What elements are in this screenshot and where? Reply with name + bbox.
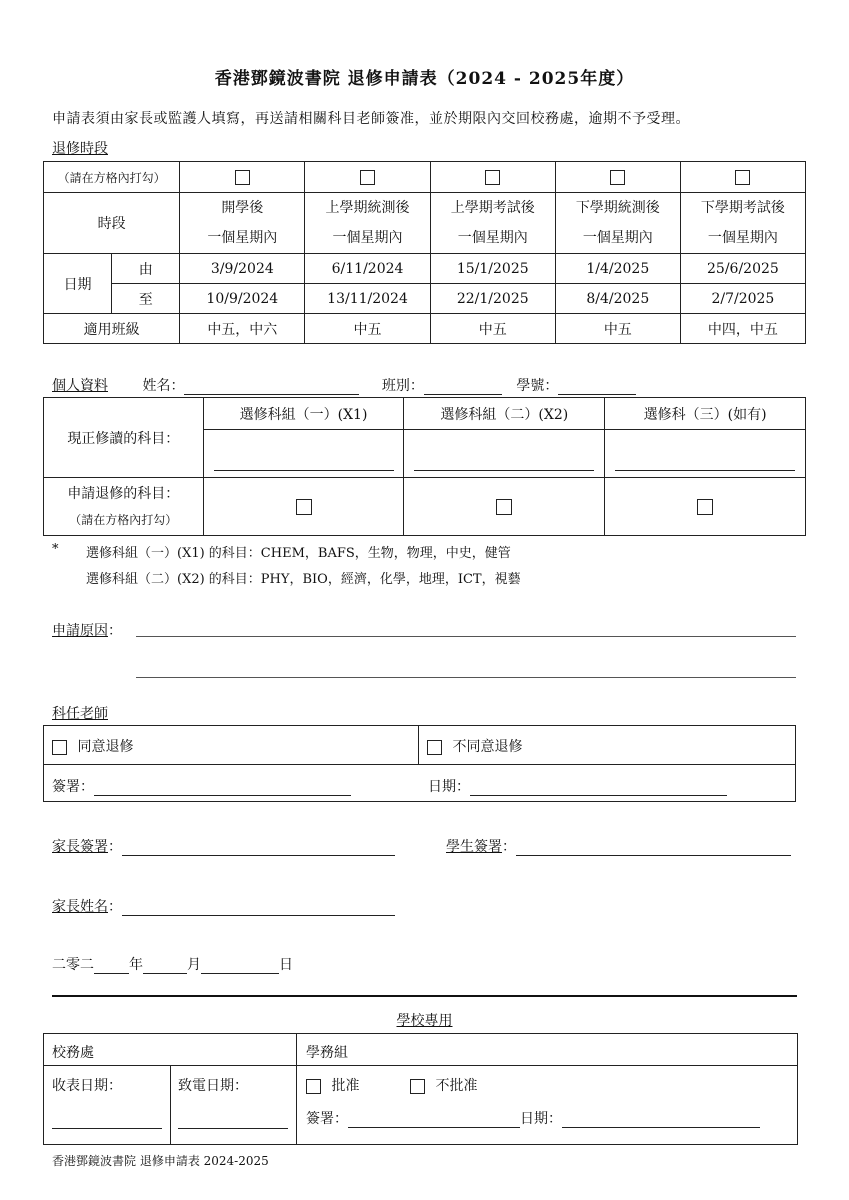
student-no-field[interactable] [558,380,636,395]
period-name: 上學期考試後 [450,200,535,216]
teacher-box-vdivider [418,725,419,765]
parent-name-colon: ： [108,899,122,915]
period-duration: 一個星期內 [207,230,278,246]
personal-info-row [52,375,636,395]
school-use-heading: 學校專用 [396,1013,453,1029]
applicable-classes: 中五 [430,314,555,344]
name-label: 姓名： [142,378,185,394]
parent-sign-colon: ： [108,839,122,855]
teacher-date-row [428,776,727,796]
withdraw-x1-checkbox[interactable] [296,499,312,515]
period-checkbox-2[interactable] [360,170,375,185]
school-use-hdivider [43,1065,797,1066]
approval-date-field[interactable] [562,1113,760,1128]
reason-row [52,620,122,640]
form-instructions: 申請表須由家長或監護人填寫，再送請相關科目老師簽准，並於期限內交回校務處，逾期不予受理。 [52,111,690,127]
parent-sign-row [52,836,395,856]
student-sign-field[interactable] [516,841,791,856]
approve-option[interactable] [306,1075,359,1095]
student-no-label: 學號： [516,378,559,394]
approval-sign-label: 簽署： [306,1111,348,1127]
date-label: 日期 [44,254,112,314]
from-date: 6/11/2024 [305,254,430,284]
from-date: 15/1/2025 [430,254,555,284]
call-date-field[interactable] [178,1128,288,1129]
student-sign-colon: ： [502,839,516,855]
col-x1-header: 選修科組（一）(X1) [203,398,404,430]
footer: 香港鄧鏡波書院 退修申請表 2024-2025 [52,1154,269,1168]
period-duration: 一個星期內 [707,230,778,246]
reject-option[interactable] [410,1075,477,1095]
to-date: 2/7/2025 [680,284,805,314]
parent-name-field[interactable] [122,901,395,916]
col-x3-header: 選修科（三）(如有) [605,398,806,430]
subjects-table [43,397,806,536]
received-date-label: 收表日期： [52,1078,122,1094]
approval-sign-field[interactable] [348,1113,520,1128]
reject-label: 不批准 [435,1078,478,1094]
to-date: 8/4/2025 [555,284,680,314]
period-label: 時段 [44,193,180,254]
approval-date-label: 日期： [520,1111,562,1127]
approve-checkbox[interactable] [306,1079,321,1094]
school-use-vdivider [296,1033,297,1144]
current-x2-field[interactable] [414,460,594,471]
office-label: 校務處 [52,1045,94,1061]
period-name: 下學期統測後 [575,200,660,216]
agree-checkbox[interactable] [52,740,67,755]
month-label: 月 [187,957,201,973]
applicable-classes: 中四，中五 [680,314,805,344]
current-x3-field[interactable] [615,460,795,471]
period-table [43,161,806,344]
academic-label: 學務組 [306,1045,348,1061]
disagree-checkbox[interactable] [427,740,442,755]
approve-label: 批准 [331,1078,360,1094]
year-label: 年 [129,957,143,973]
from-date: 1/4/2025 [555,254,680,284]
period-name: 下學期考試後 [700,200,785,216]
agree-option[interactable] [52,736,133,756]
day-field[interactable] [201,959,279,974]
note-line-2: 選修科組（二）(X2) 的科目：PHY，BIO，經濟，化學，地理，ICT，視藝 [86,572,521,587]
period-duration: 一個星期內 [332,230,403,246]
applicable-classes: 中五，中六 [180,314,305,344]
teacher-sign-row [52,776,351,796]
day-label: 日 [279,957,293,973]
parent-name-label: 家長姓名 [52,899,108,915]
form-title: 香港鄧鏡波書院 退修申請表（2024 - 2025年度） [214,69,635,89]
reason-colon: ： [108,623,122,639]
from-date: 3/9/2024 [180,254,305,284]
withdraw-tick-hint: （請在方格內打勾） [69,512,178,527]
date-prefix: 二零二 [52,957,94,973]
reason-line-2[interactable] [136,677,796,678]
parent-sign-field[interactable] [122,841,395,856]
student-sign-row [446,836,791,856]
from-label: 由 [112,254,180,284]
tick-hint: （請在方格內打勾） [44,162,180,193]
period-duration: 一個星期內 [582,230,653,246]
call-date-label: 致電日期： [178,1078,248,1094]
withdraw-x3-checkbox[interactable] [697,499,713,515]
period-name: 上學期統測後 [325,200,410,216]
period-checkbox-5[interactable] [735,170,750,185]
withdraw-subjects-label: 申請退修的科目： [67,485,180,502]
name-field[interactable] [184,380,359,395]
period-checkbox-1[interactable] [235,170,250,185]
to-date: 13/11/2024 [305,284,430,314]
separator [52,995,797,997]
current-subjects-label: 現正修讀的科目： [44,398,204,478]
from-date: 25/6/2025 [680,254,805,284]
teacher-heading: 科任老師 [52,706,108,722]
to-label: 至 [112,284,180,314]
disagree-option[interactable] [427,736,522,756]
class-field[interactable] [424,380,502,395]
col-x2-header: 選修科組（二）(X2) [404,398,605,430]
applicable-classes: 中五 [305,314,430,344]
applicable-classes: 中五 [555,314,680,344]
to-date: 22/1/2025 [430,284,555,314]
teacher-sign-field[interactable] [94,781,351,796]
teacher-sign-label: 簽署： [52,779,94,795]
reason-line-1[interactable] [136,636,796,637]
date-row [52,954,293,974]
reason-label: 申請原因 [52,623,108,639]
month-field[interactable] [143,959,187,974]
received-date-field[interactable] [52,1128,162,1129]
note-line-1: 選修科組（一）(X1) 的科目：CHEM，BAFS，生物，物理，中史，健管 [86,546,511,561]
withdraw-x2-checkbox[interactable] [496,499,512,515]
period-checkbox-4[interactable] [610,170,625,185]
disagree-label: 不同意退修 [452,739,523,755]
personal-heading: 個人資料 [52,378,108,394]
teacher-date-label: 日期： [428,779,470,795]
period-checkbox-3[interactable] [485,170,500,185]
school-use-vdivider-2 [170,1065,171,1144]
note-star: * [52,542,59,557]
reject-checkbox[interactable] [410,1079,425,1094]
period-duration: 一個星期內 [457,230,528,246]
teacher-box-divider [43,764,795,765]
year-field[interactable] [94,959,129,974]
parent-name-row [52,896,395,916]
student-sign-label: 學生簽署 [446,839,502,855]
period-name: 開學後 [221,200,264,216]
current-x1-field[interactable] [214,460,394,471]
to-date: 10/9/2024 [180,284,305,314]
approval-sign-row [306,1108,760,1128]
parent-sign-label: 家長簽署 [52,839,108,855]
agree-label: 同意退修 [77,739,134,755]
period-heading: 退修時段 [52,141,108,157]
teacher-date-field[interactable] [470,781,727,796]
class-field-label: 班別： [381,378,424,394]
class-label: 適用班級 [44,314,180,344]
